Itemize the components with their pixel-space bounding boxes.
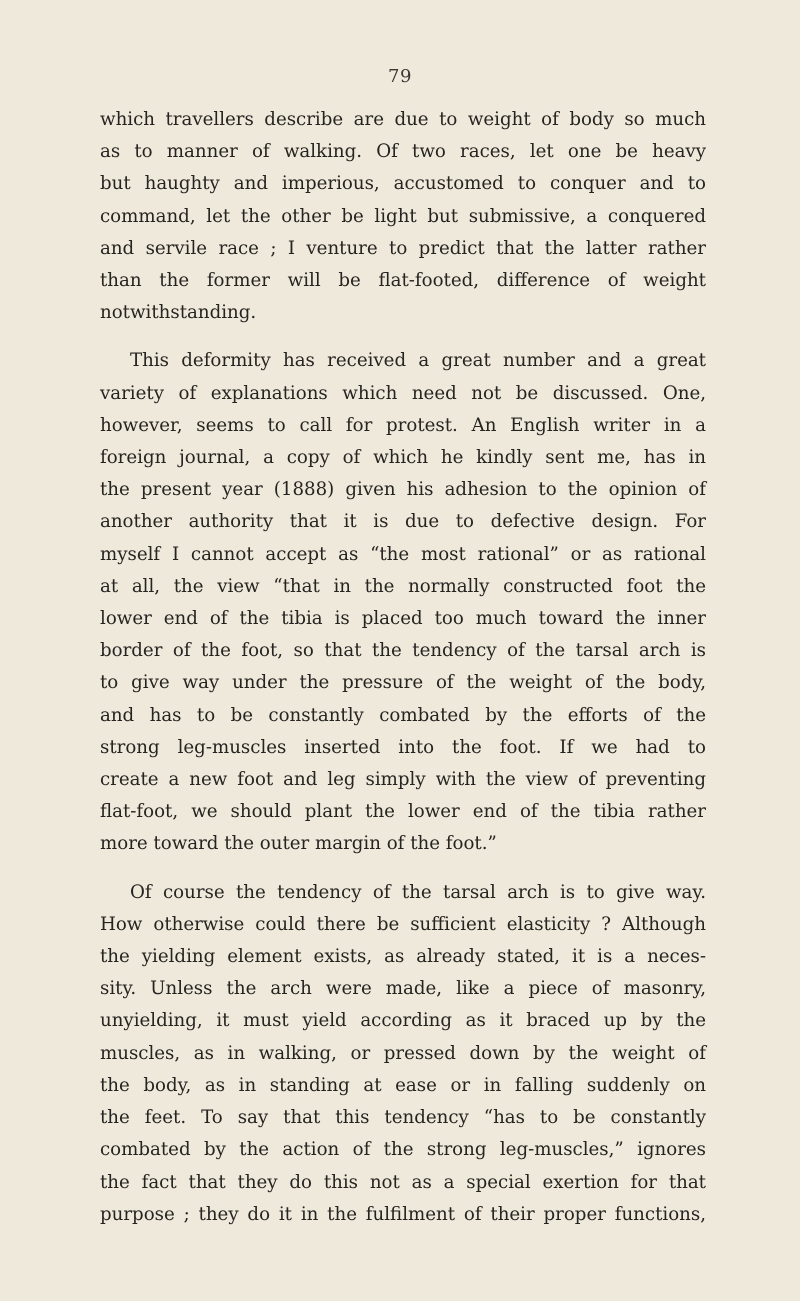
text-line: How otherwise could there be sufficient elasticity ? Although [100,913,706,935]
text-line: and has to be constantly combated by the efforts of the [100,704,706,726]
text-line: This deformity has received a great number and a great [130,350,706,372]
text-line: notwithstanding. [100,302,257,324]
body-text [100,104,706,1231]
text-line: variety of explanations which need not be discussed. One, [100,382,706,404]
text-line: and servile race ; I venture to predict that the latter rather [100,237,706,259]
text-line: more toward the outer margin of the foot.” [100,833,497,855]
text-line: command, let the other be light but submissive, a conquered [100,205,706,227]
text-line: however, seems to call for protest. An English writer in a [100,414,706,436]
text-line: unyielding, it must yield according as it braced up by the [100,1010,706,1032]
text-line: than the former will be flat-footed, difference of weight [100,270,706,292]
text-line: to give way under the pressure of the weight of the body, [100,672,706,694]
text-line: which travellers describe are due to weight of body so much [100,109,706,130]
text-line: myself I cannot accept as “the most rational” or as rational [100,543,706,565]
text-line: lower end of the tibia is placed too much toward the inner [100,608,706,630]
text-line: as to manner of walking. Of two races, let one be heavy [100,141,706,163]
text-line: purpose ; they do it in the fulfilment of their proper functions, [100,1203,706,1225]
paragraph-3 [100,877,706,1231]
text-line: strong leg-muscles inserted into the foot. If we had to [100,736,706,758]
text-line: border of the foot, so that the tendency of the tarsal arch is [100,640,706,662]
paragraph-1 [100,104,706,329]
text-line: the body, as in standing at ease or in falling suddenly on [100,1074,706,1096]
text-line: the fact that they do this not as a special exertion for that [100,1171,706,1193]
text-line: but haughty and imperious, accustomed to conquer and to [100,173,706,195]
text-line: muscles, as in walking, or pressed down by the weight of [100,1042,706,1064]
text-line: another authority that it is due to defective design. For [100,511,706,533]
text-line: foreign journal, a copy of which he kindly sent me, has in [100,447,706,469]
text-line: sity. Unless the arch were made, like a piece of masonry, [100,978,706,1000]
text-line: combated by the action of the strong leg-muscles,” ignores [100,1139,706,1161]
page-number: 79 [388,66,412,87]
text-line: the feet. To say that this tendency “has to be constantly [100,1107,706,1129]
text-line: flat-foot, we should plant the lower end of the tibia rather [100,801,706,823]
text-line: the yielding element exists, as already stated, it is a neces- [100,946,706,968]
text-line: create a new foot and leg simply with the view of preventing [100,769,706,791]
text-line: the present year (1888) given his adhesion to the opinion of [100,479,706,501]
text-line: Of course the tendency of the tarsal arch is to give way. [130,881,706,903]
paragraph-2 [100,345,706,860]
text-line: at all, the view “that in the normally constructed foot the [100,575,706,597]
